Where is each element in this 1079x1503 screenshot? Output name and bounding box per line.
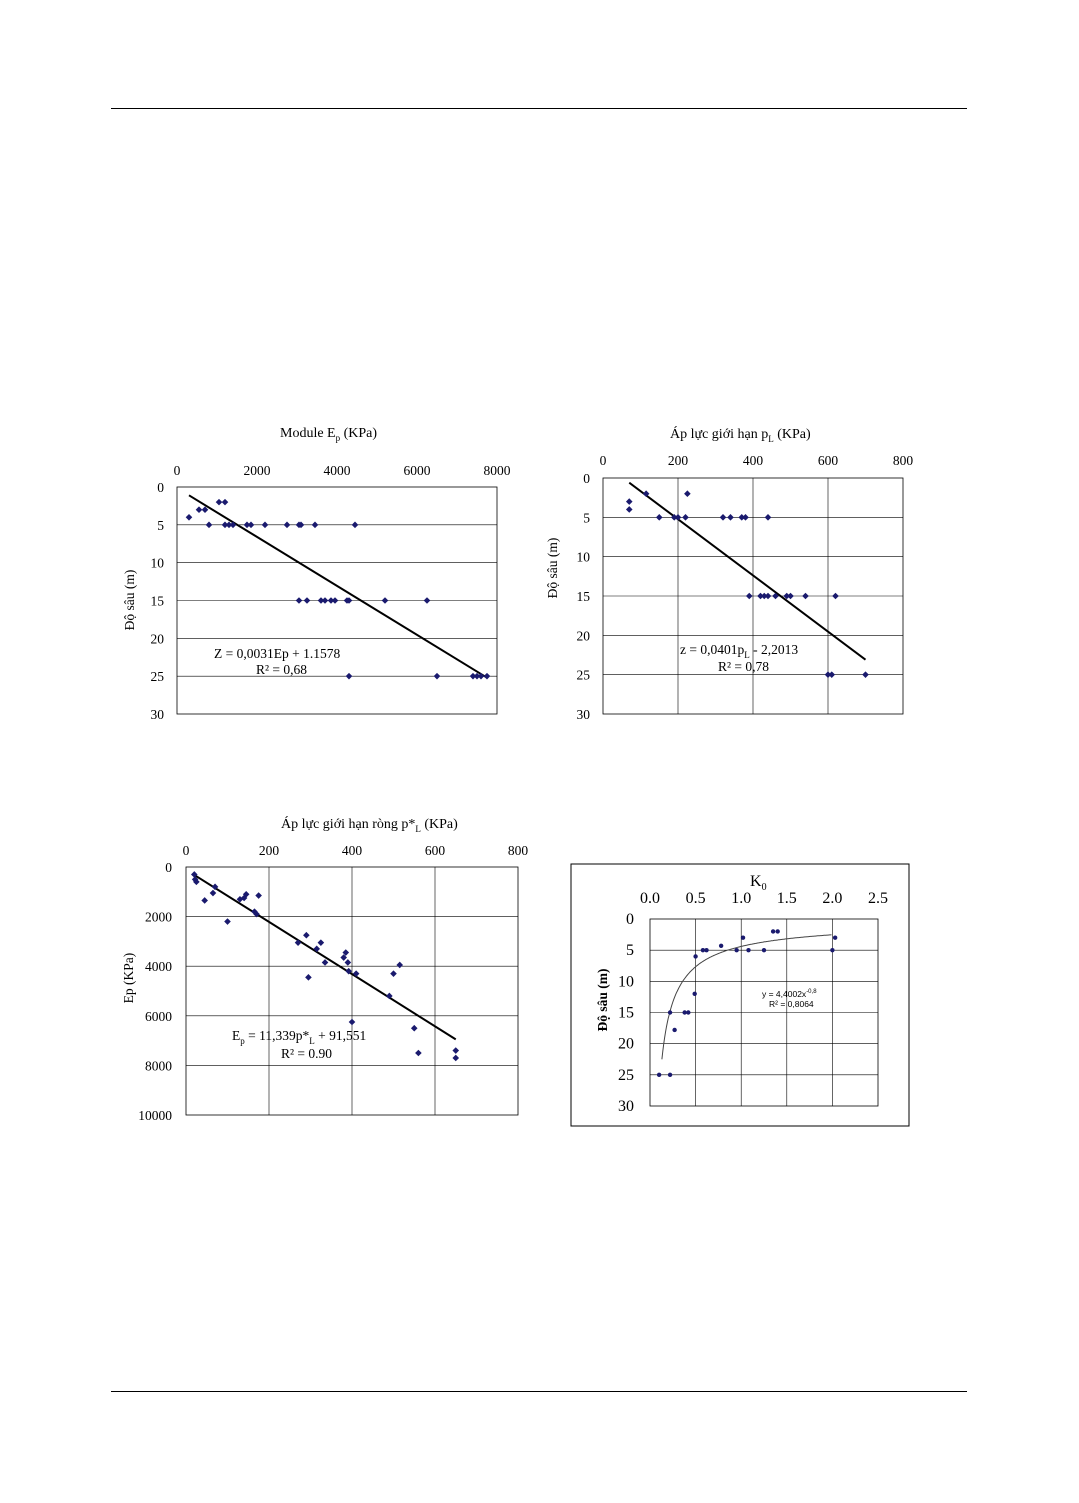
chart3-r2: R² = 0.90	[281, 1046, 333, 1061]
chart4-y-tick: 15	[618, 1004, 634, 1022]
chart1-y-tick: 15	[150, 593, 164, 609]
chart1-data-point	[346, 673, 353, 680]
chart1-data-point	[434, 673, 441, 680]
chart3-data-point	[305, 974, 312, 981]
chart3-data-point	[452, 1055, 459, 1062]
chart2-data-point	[802, 593, 809, 600]
chart1-data-point	[186, 514, 193, 521]
chart3-data-point	[345, 959, 352, 966]
chart3-y-tick: 4000	[145, 959, 172, 975]
chart2-y-tick: 30	[576, 707, 590, 722]
chart4-x-tick: 1.0	[731, 890, 752, 907]
chart1-data-point	[424, 597, 431, 604]
chart4-data-point	[746, 948, 750, 952]
chart3-y-tick: 0	[165, 860, 172, 875]
chart3-trendline	[194, 875, 455, 1039]
chart1-ylabel: Độ sâu (m)	[122, 569, 137, 631]
chart2-y-tick: 20	[576, 628, 590, 644]
chart-net-limit-pressure	[121, 815, 528, 1123]
chart3-data-point	[255, 892, 262, 899]
chart4-title: $K_0$	[750, 873, 767, 893]
chart1-x-tick: 4000	[323, 463, 351, 478]
chart4-x-tick: 2.0	[822, 890, 843, 907]
chart1-data-point	[262, 522, 269, 529]
chart2-x-tick: 600	[817, 453, 839, 468]
chart1-data-point	[206, 522, 213, 529]
chart3-data-point	[452, 1047, 459, 1054]
chart3-x-tick: 600	[424, 843, 446, 858]
chart3-data-point	[224, 918, 231, 925]
chart3-data-point	[318, 939, 325, 946]
chart4-data-point	[692, 992, 696, 996]
chart3-x-tick: 200	[258, 843, 280, 858]
chart2-ylabel: Độ sâu (m)	[545, 537, 560, 599]
chart4-x-tick: 0.5	[685, 890, 706, 907]
chart2-data-point	[742, 514, 749, 521]
chart1-data-point	[296, 597, 303, 604]
chart3-data-point	[349, 1019, 356, 1026]
chart4-y-tick: 30	[618, 1098, 634, 1115]
chart4-data-point	[762, 948, 766, 952]
chart3-y-tick: 10000	[138, 1108, 172, 1123]
chart2-y-tick: 5	[583, 510, 590, 526]
chart3-equation: $E_p = 11,339p*_L + 91,551$	[232, 1028, 367, 1046]
chart-limit-pressure-pl	[545, 425, 913, 722]
chart4-data-point	[719, 944, 723, 948]
chart1-data-point	[312, 522, 319, 529]
chart-k0	[571, 864, 909, 1126]
chart3-y-tick: 8000	[145, 1058, 172, 1074]
chart2-r2: R² = 0,78	[718, 659, 770, 674]
chart4-y-tick: 5	[626, 942, 634, 960]
chart1-title: Module $E_p$ (KPa)	[280, 426, 378, 443]
chart2-y-tick: 10	[576, 549, 590, 565]
chart4-y-tick: 0	[626, 911, 634, 928]
chart1-x-tick: 2000	[243, 463, 271, 478]
chart4-x-tick: 2.5	[868, 890, 888, 907]
chart1-y-tick: 10	[150, 555, 164, 571]
chart4-data-point	[657, 1073, 661, 1077]
chart4-data-point	[741, 936, 745, 940]
chart3-y-tick: 2000	[145, 909, 172, 925]
chart1-data-point	[332, 597, 339, 604]
chart2-data-point	[862, 671, 869, 678]
chart4-y-tick: 20	[618, 1035, 634, 1053]
chart2-x-tick: 200	[667, 453, 689, 468]
chart1-y-tick: 20	[150, 631, 164, 647]
chart1-y-tick: 30	[150, 707, 164, 722]
chart-module-ep	[122, 426, 511, 722]
chart2-y-tick: 15	[576, 589, 590, 604]
chart4-data-point	[734, 948, 738, 952]
chart3-data-point	[303, 932, 310, 939]
chart4-data-point	[771, 929, 775, 933]
chart1-data-point	[248, 522, 255, 529]
chart4-data-point	[833, 936, 837, 940]
chart1-y-tick: 0	[157, 480, 164, 495]
chart2-data-point	[684, 490, 691, 497]
chart3-data-point	[295, 939, 302, 946]
chart2-data-point	[626, 506, 633, 513]
chart4-x-tick: 1.5	[776, 890, 797, 907]
chart2-equation: $z = 0,0401p_L - 2,2013$	[680, 642, 799, 660]
chart1-data-point	[478, 673, 485, 680]
chart1-data-point	[284, 522, 291, 529]
chart3-y-tick: 6000	[145, 1008, 172, 1024]
chart3-x-tick: 800	[507, 843, 529, 858]
chart4-equation: $y = 4,4002x^{-0,8}$	[762, 989, 817, 999]
chart1-data-point	[222, 499, 229, 506]
chart4-data-point	[668, 1010, 672, 1014]
chart2-x-tick: 800	[892, 453, 914, 468]
chart4-ylabel: Độ sâu (m)	[595, 968, 610, 1032]
chart3-x-tick: 400	[341, 843, 363, 858]
chart3-data-point	[411, 1025, 418, 1032]
chart1-equation: Z = 0,0031Ep + 1.1578	[214, 646, 341, 661]
chart2-data-point	[787, 593, 794, 600]
chart2-data-point	[675, 514, 682, 521]
chart2-data-point	[682, 514, 689, 521]
chart4-data-point	[668, 1073, 672, 1077]
chart3-data-point	[396, 962, 403, 969]
chart2-data-point	[828, 671, 835, 678]
chart2-x-tick: 0	[599, 453, 607, 468]
chart2-title: Áp lực giới hạn $p_L$ (KPa)	[670, 427, 811, 444]
chart4-data-point	[693, 954, 697, 958]
chart1-data-point	[216, 499, 223, 506]
chart1-data-point	[484, 673, 491, 680]
chart4-y-tick: 25	[618, 1066, 634, 1084]
chart4-data-point	[775, 929, 779, 933]
chart4-data-point	[672, 1028, 676, 1032]
chart4-data-point	[830, 948, 834, 952]
chart2-data-point	[727, 514, 734, 521]
chart2-y-tick: 25	[576, 667, 590, 683]
chart1-data-point	[382, 597, 389, 604]
chart1-x-tick: 6000	[403, 463, 431, 478]
chart1-data-point	[304, 597, 311, 604]
chart1-x-tick: 0	[173, 463, 181, 478]
chart2-x-tick: 400	[742, 453, 764, 468]
chart3-data-point	[201, 897, 208, 904]
chart4-r2: R² = 0,8064	[769, 999, 814, 1009]
chart3-ylabel: Ep (KPa)	[121, 952, 136, 1004]
chart1-y-tick: 5	[157, 517, 164, 533]
chart3-data-point	[415, 1050, 422, 1057]
chart2-data-point	[656, 514, 663, 521]
chart2-data-point	[626, 498, 633, 505]
chart4-y-tick: 10	[618, 973, 634, 991]
chart3-data-point	[390, 970, 397, 977]
chart4-x-tick: 0.0	[640, 890, 660, 907]
chart1-r2: R² = 0,68	[256, 662, 308, 677]
chart1-data-point	[352, 522, 359, 529]
chart2-data-point	[746, 593, 753, 600]
chart3-data-point	[322, 959, 329, 966]
chart2-trendline	[629, 483, 865, 660]
chart2-data-point	[832, 593, 839, 600]
chart4-data-point	[686, 1010, 690, 1014]
chart1-data-point	[322, 597, 329, 604]
chart2-y-tick: 0	[583, 471, 590, 486]
chart2-data-point	[765, 514, 772, 521]
chart1-x-tick: 8000	[483, 463, 511, 478]
chart4-data-point	[704, 948, 708, 952]
chart2-data-point	[765, 593, 772, 600]
chart2-data-point	[720, 514, 727, 521]
chart1-y-tick: 25	[150, 669, 164, 685]
chart3-x-tick: 0	[182, 843, 190, 858]
chart1-data-point	[196, 506, 203, 513]
chart3-title: Áp lực giới hạn ròng $p*_L$ (KPa)	[281, 817, 458, 834]
chart3-data-point	[210, 890, 217, 897]
